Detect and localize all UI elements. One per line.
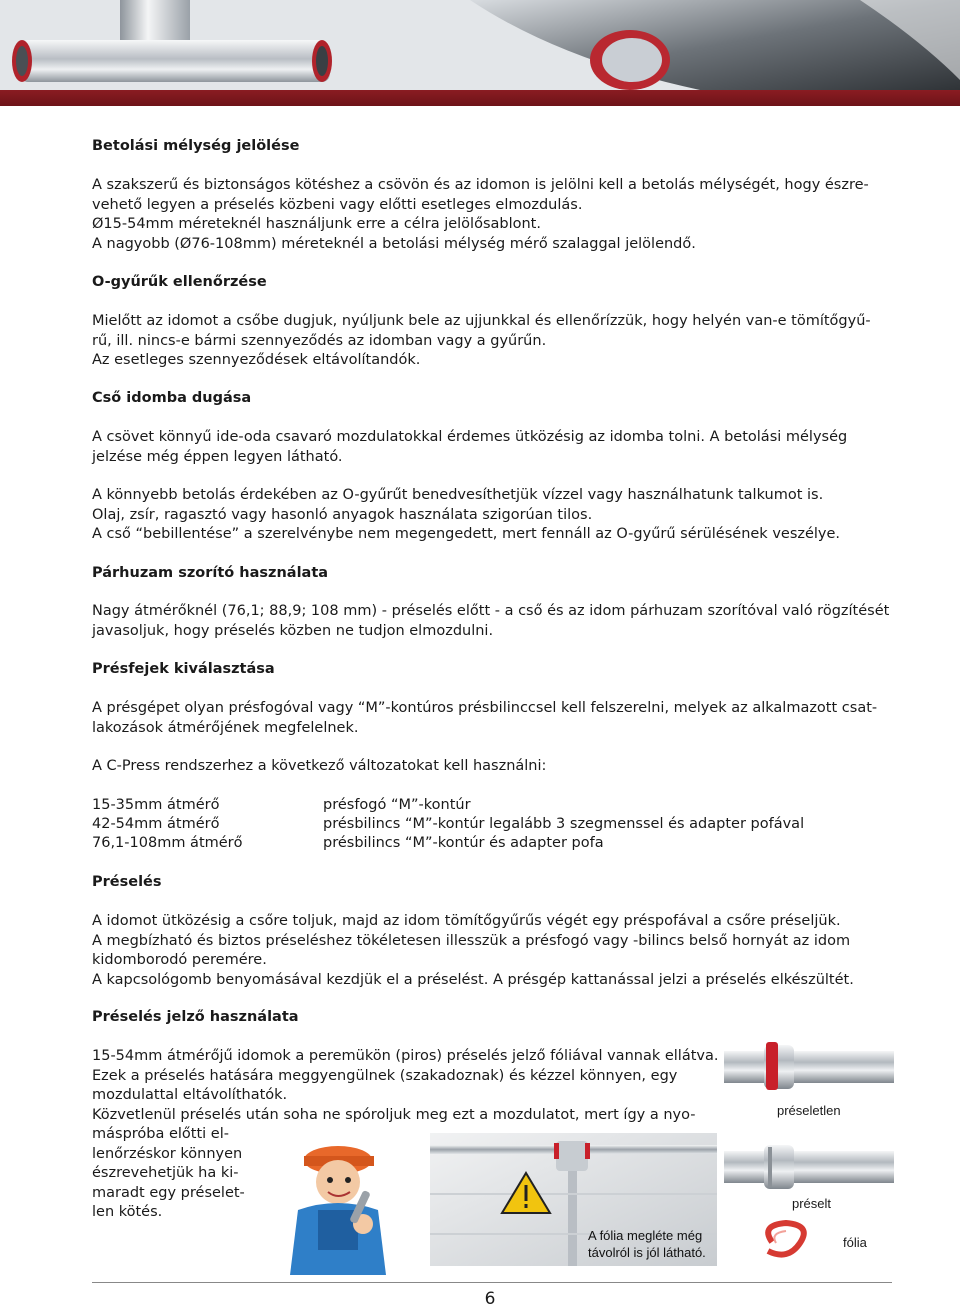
size-cell: 42-54mm átmérő <box>92 816 220 832</box>
text-line: Mielőtt az idomot a csőbe dugjuk, nyúljunk bele az ujjunkkal és ellenőrízzük, hogy helyén van-e tömítőgyű- <box>92 313 871 329</box>
text-line: A nagyobb (Ø76-108mm) méreteknél a betolási mélység mérő szalaggal jelölendő. <box>92 235 696 252</box>
fitting-comparison-image <box>724 1037 894 1285</box>
paragraph-o-gyuruk <box>92 312 892 371</box>
text-line: kidomborodó peremére. <box>92 952 267 968</box>
text-line: jelzése még éppen legyen látható. <box>92 448 343 465</box>
footer-rule <box>92 1282 892 1283</box>
label-preseletlen: préseletlen <box>777 1103 841 1118</box>
label-preselt: préselt <box>792 1196 832 1211</box>
text-line: len kötés. <box>92 1204 163 1220</box>
text-line: Közvetlenül préselés után soha ne spóroljuk meg ezt a mozdulatot, mert így a nyo- <box>92 1106 696 1123</box>
text-line: A présgépet olyan présfogóval vagy “M”-kontúros présbilinccsel kell felszerelni, melyek az alkalmazott csat- <box>92 700 878 716</box>
text-line: máspróba előtti el- <box>92 1126 229 1142</box>
plumber-illustration <box>268 1140 418 1280</box>
label-folia: fólia <box>843 1235 867 1250</box>
size-cell: 76,1-108mm átmérő <box>92 835 243 851</box>
header-band <box>0 90 960 106</box>
tool-cell: présfogó “M”-kontúr <box>323 797 471 813</box>
text-line: Olaj, zsír, ragasztó vagy hasonló anyagok használata szigorúan tilos. <box>92 506 593 523</box>
text-line: A kapcsológomb benyomásával kezdjük el a préselést. A présgép kattanással jelzi a préselés elkészültét. <box>92 971 854 988</box>
text-line: Ø15-54mm méreteknél használjunk erre a célra jelölősablont. <box>92 216 541 232</box>
heading-betolasi: Betolási mélység jelölése <box>92 138 300 154</box>
header-photo <box>0 0 960 90</box>
text-line: A szakszerű és biztonságos kötéshez a csövön és az idomon is jelölni kell a betolás mélységét, hogy észre- <box>92 177 869 193</box>
photo-caption <box>588 1227 718 1261</box>
caption-line: távolról is jól látható. <box>588 1245 706 1260</box>
paragraph-cso-idomba-1 <box>92 428 892 467</box>
text-line: A idomot ütközésig a csőre toljuk, majd az idom tömítőgyűrűs végét egy préspofával a csőre préseljük. <box>92 913 841 929</box>
tool-cell: présbilincs “M”-kontúr legalább 3 szegmenssel és adapter pofával <box>323 816 805 832</box>
paragraph-preseles <box>92 912 892 990</box>
text-line: A cső “bebillentése” a szerelvénybe nem megengedett, mert fennáll az O-gyűrű sérülésének veszélye. <box>92 526 841 542</box>
heading-preseles: Préselés <box>92 874 162 890</box>
text-line: észrevehetjük ha ki- <box>92 1165 239 1181</box>
text-line: mozdulattal eltávolíthatók. <box>92 1087 288 1103</box>
text-line: Az esetleges szennyeződések eltávolítandók. <box>92 352 421 368</box>
heading-o-gyuruk: O-gyűrűk ellenőrzése <box>92 274 267 290</box>
pipe-fittings-image <box>0 0 960 90</box>
heading-presfejek: Présfejek kiválasztása <box>92 661 275 677</box>
paragraph-wrapped <box>92 1125 262 1223</box>
paragraph-cso-idomba-2 <box>92 486 892 545</box>
caption-line: A fólia megléte még <box>588 1228 703 1243</box>
tool-cell: présbilincs “M”-kontúr és adapter pofa <box>323 835 604 851</box>
text-line: vehető legyen a préselés közbeni vagy előtti esetleges elmozdulás. <box>92 196 583 213</box>
text-line: lenőrzéskor könnyen <box>92 1145 243 1162</box>
text-line: maradt egy préselet- <box>92 1184 245 1201</box>
text-line: rű, ill. nincs-e bármi szennyeződés az idomban vagy a gyűrűn. <box>92 332 547 349</box>
heading-preseles-jelzo: Préselés jelző használata <box>92 1009 299 1025</box>
paragraph-parhuzam <box>92 602 892 641</box>
text-line: A megbízható és biztos préseléshez tökéletesen illesszük a présfogó vagy -bilincs belső hornyát az idom <box>92 932 851 949</box>
text-line: Nagy átmérőknél (76,1; 88,9; 108 mm) - préselés előtt - a cső és az idom párhuzam szorítóval való rögzítését <box>92 603 890 619</box>
paragraph-betolasi <box>92 176 892 254</box>
paragraph-c-press-intro: A C-Press rendszerhez a következő változatokat kell használni: <box>92 758 547 774</box>
text-line: A csövet könnyű ide-oda csavaró mozdulatokkal érdemes ütközésig az idomba tolni. A betolási mélység <box>92 429 848 445</box>
heading-parhuzam: Párhuzam szorító használata <box>92 565 329 581</box>
heading-cso-idomba: Cső idomba dugása <box>92 390 252 406</box>
paragraph-presfejek <box>92 699 892 738</box>
text-line: A könnyebb betolás érdekében az O-gyűrűt benedvesíthetjük vízzel vagy használhatunk talkumot is. <box>92 487 824 503</box>
text-line: javasoljuk, hogy préselés közben ne tudjon elmozdulni. <box>92 622 494 639</box>
paragraph-preseles-jelzo <box>92 1047 720 1125</box>
page-number: 6 <box>484 1289 496 1309</box>
size-cell: 15-35mm átmérő <box>92 797 220 813</box>
text-line: 15-54mm átmérőjű idomok a peremükön (piros) préselés jelző fóliával vannak ellátva. <box>92 1048 719 1064</box>
text-line: Ezek a préselés hatására meggyengülnek (szakadoznak) és kézzel könnyen, egy <box>92 1067 678 1084</box>
text-line: lakozások átmérőjének megfelelnek. <box>92 719 359 736</box>
